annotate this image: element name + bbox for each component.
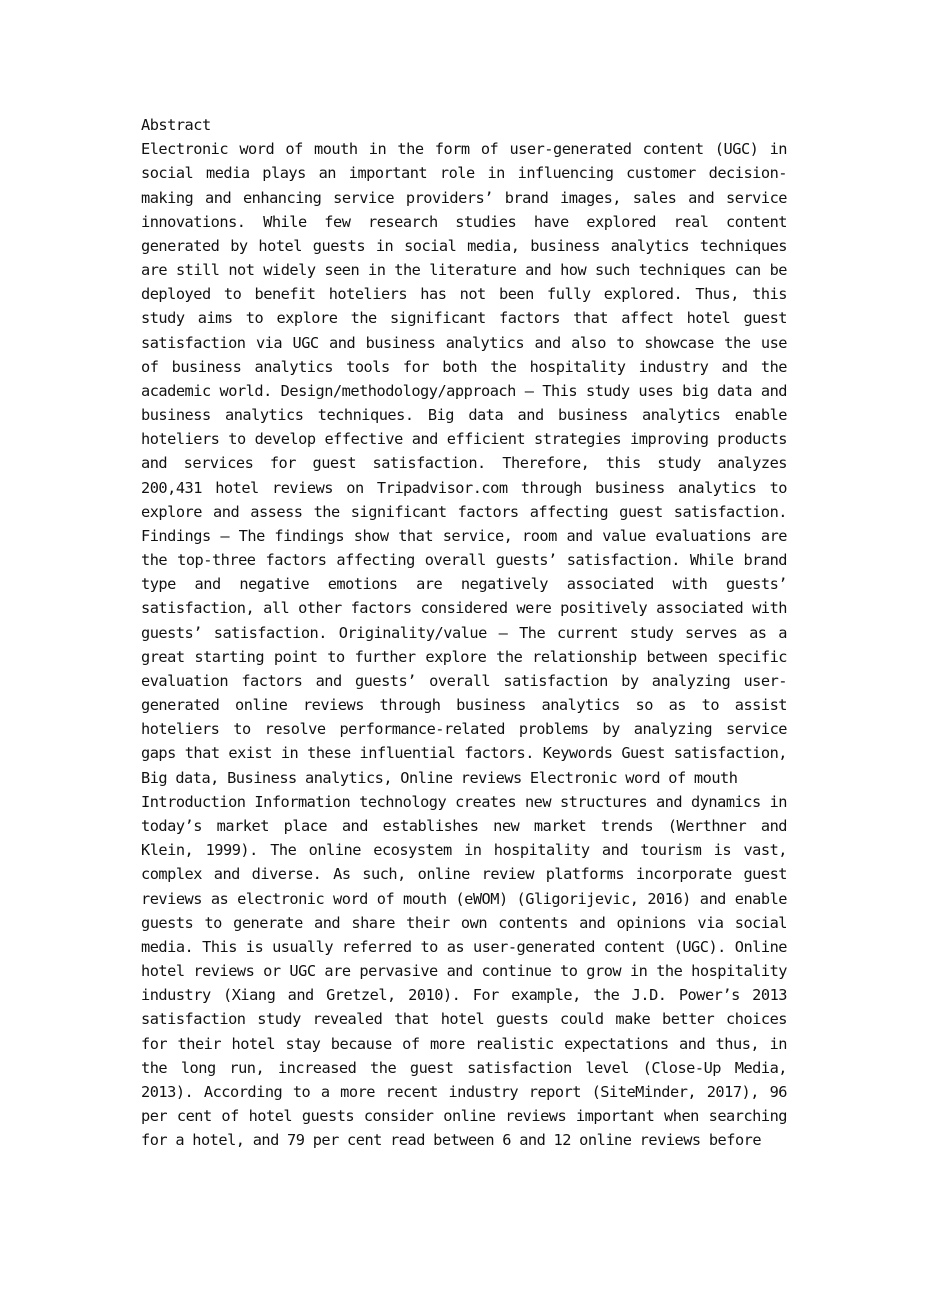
document-page [141, 113, 787, 1152]
abstract-heading: Abstract [141, 116, 211, 134]
introduction-paragraph: Introduction Information technology creates new structures and dynamics in today’s market place and establishes new market trends (Werthner and Klein, 1999). The online ecosystem in hospitality and tourism is vast, complex and diverse. As such, online review platforms incorporate guest reviews as electronic word of mouth (eWOM) (Gligorijevic, 2016) and enable guests to generate and share their own contents and opinions via social media. This is usually referred to as user-generated content (UGC). Online hotel reviews or UGC are pervasive and continue to grow in the hospitality industry (Xiang and Gretzel, 2010). For example, the J.D. Power’s 2013 satisfaction study revealed that hotel guests could make better choices for their hotel stay because of more realistic expectations and thus, in the long run, increased the guest satisfaction level (Close-Up Media, 2013). According to a more recent industry report (SiteMinder, 2017), 96 per cent of hotel guests consider online reviews important when searching for a hotel, and 79 per cent read between 6 and 12 online reviews before [141, 792, 787, 1150]
abstract-paragraph: Electronic word of mouth in the form of user-generated content (UGC) in social media plays an important role in influencing customer decision-making and enhancing service providers’ brand images, sales and service innovations. While few research studies have explored real content generated by hotel guests in social media, business analytics techniques are still not widely seen in the literature and how such techniques can be deployed to benefit hoteliers has not been fully explored. Thus, this study aims to explore the significant factors that affect hotel guest satisfaction via UGC and business analytics and also to showcase the use of business analytics tools for both the hospitality industry and the academic world. Design/methodology/approach – This study uses big data and business analytics techniques. Big data and business analytics enable hoteliers to develop effective and efficient strategies improving products and services for guest satisfaction. Therefore, this study analyzes 200,431 hotel reviews on Tripadvisor.com through business analytics to explore and assess the significant factors affecting guest satisfaction. Findings – The findings show that service, room and value evaluations are the top-three factors affecting overall guests’ satisfaction. While brand type and negative emotions are negatively associated with guests’ satisfaction, all other factors considered were positively associated with guests’ satisfaction. Originality/value – The current study serves as a great starting point to further explore the relationship between specific evaluation factors and guests’ overall satisfaction by analyzing user-generated online reviews through business analytics so as to assist hoteliers to resolve performance-related problems by analyzing service gaps that exist in these influential factors. Keywords Guest satisfaction, Big data, Business analytics, Online reviews Electronic word of mouth [141, 140, 787, 787]
